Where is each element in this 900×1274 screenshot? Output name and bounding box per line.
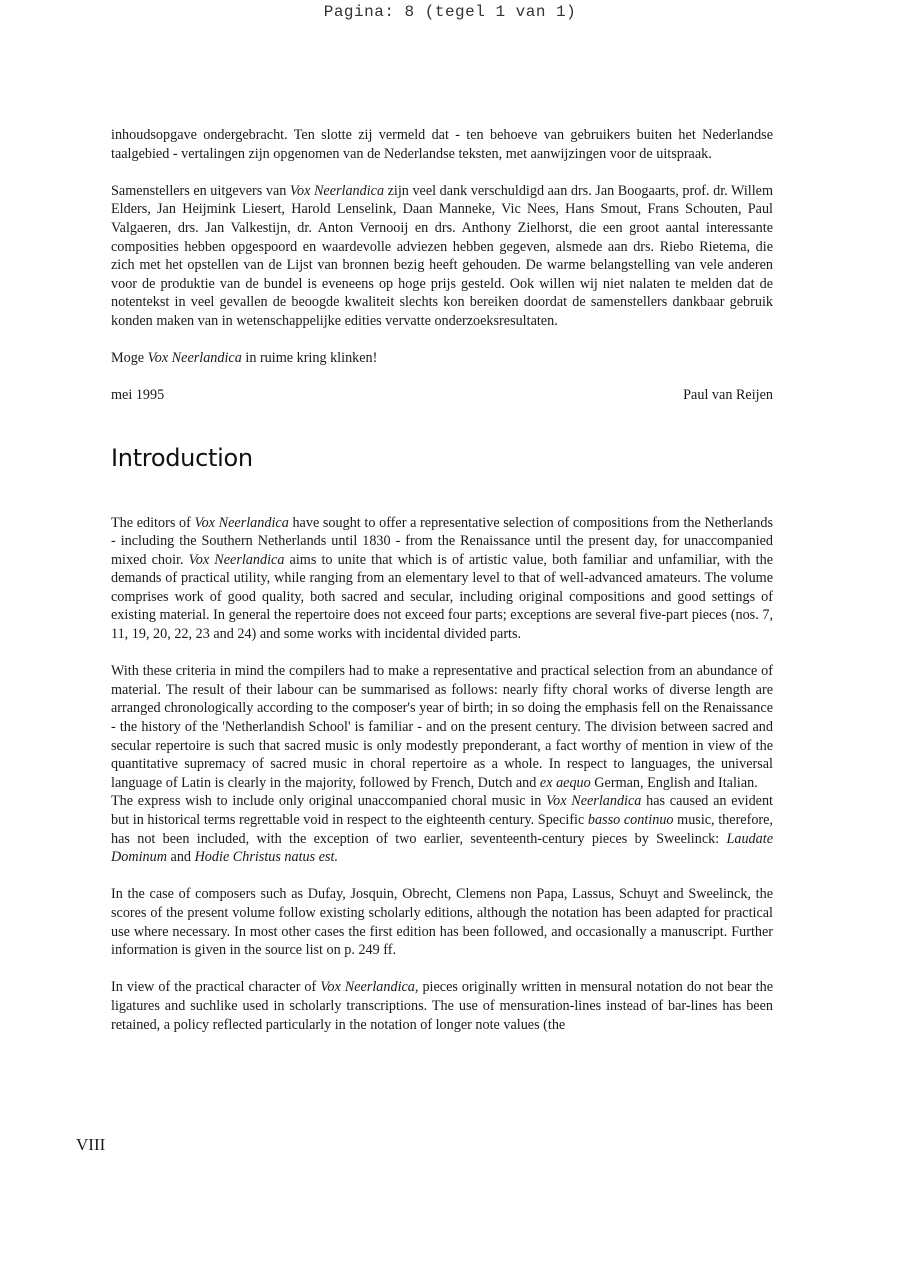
section-heading-introduction: Introduction xyxy=(111,443,253,472)
title-italic: Vox Neerlandica xyxy=(147,350,242,367)
text: aims to unite that which is of artistic value, both familiar and unfamiliar, with the demands of practical utility, while ranging from an elementary level to that of well-advanced amateurs. The volume comprises work of good quality, both sacred and secular, including original compositions and good settings of existing material. In general the repertoire does not exceed four parts; exceptions are several five-part pieces (nos. 7, 11, 19, 20, 22, 23 and 24) and some works with incidental divided parts. xyxy=(111,551,773,643)
italic-term: basso continuo xyxy=(587,812,674,828)
dutch-paragraph-acknowledgements xyxy=(111,182,773,331)
text: Samenstellers en uitgevers van xyxy=(111,182,290,199)
text: The editors of xyxy=(111,514,195,531)
title-italic: Vox Neerlandica xyxy=(188,551,285,568)
italic-term: ex aequo xyxy=(539,774,591,791)
text: has caused an evident but in historical terms regrettable void in respect to the eighteenth century. Specific xyxy=(111,793,773,828)
intro-paragraph-5 xyxy=(111,978,773,1034)
title-italic: Hodie Christus natus est. xyxy=(194,849,339,866)
text: zijn veel dank verschuldigd aan drs. Jan Boogaarts, prof. dr. Willem Elders, Jan Heijmink Liesert, Harold Lenselink, Daan Manneke, Vic Nees, Hans Smout, Frans Schouten, Paul Valgaeren, drs. Jan Valkestijn, dr. Anton Vernooij en drs. Anthony Zielhorst, die een groot aantal interessante composities hebben opgespoord en waardevolle adviezen hebben gegeven, alsmede aan drs. Riebo Rietema, die zich met het opstellen van de Lijst van bronnen bezig heeft gehouden. De warme belangstelling van vele anderen voor de produktie van de bundel is eveneens op hoge prijs gesteld. Ook willen wij niet nalaten te melden dat de notentekst in veel gevallen de beoogde kwaliteit slechts kon bereiken doordat de samenstellers dankbaar gebruik konden maken van in wetenschappelijke edities vervatte onderzoeksresultaten. xyxy=(111,182,773,329)
intro-paragraph-1 xyxy=(111,514,773,644)
text: The express wish to include only original unaccompanied choral music in xyxy=(111,793,547,810)
intro-paragraph-3 xyxy=(111,792,773,866)
dutch-paragraph-1: inhoudsopgave ondergebracht. Ten slotte zij vermeld dat - ten behoeve van gebruikers buiten het Nederlandse taalgebied - vertalingen zijn opgenomen van de Nederlandse teksten, met aanwijzingen voor de uitspraak. xyxy=(111,127,773,162)
author: Paul van Reijen xyxy=(683,387,773,404)
text: in ruime kring klinken! xyxy=(241,350,378,367)
intro-paragraph-4: In the case of composers such as Dufay, Josquin, Obrecht, Clemens non Papa, Lassus, Schuyt and Sweelinck, the scores of the present volume follow existing scholarly editions, although the notation has been adapted for practical use where necessary. In most other cases the first edition has been followed, and occasionally a manuscript. Further information is given in the source list on p. 249 ff. xyxy=(111,886,773,959)
page-header-title: Pagina: 8 (tegel 1 van 1) xyxy=(323,3,577,21)
page-number: VIII xyxy=(76,1135,106,1154)
text: pieces originally written in mensural notation do not bear the ligatures and suchlike used in scholarly transcriptions. The use of mensuration-lines instead of bar-lines has been retained, a policy reflected particularly in the notation of longer note values (the xyxy=(111,979,773,1033)
title-italic: Vox Neerlandica xyxy=(546,793,642,810)
title-italic: Vox Neerlandica xyxy=(194,514,289,531)
text: With these criteria in mind the compilers had to make a representative and practical selection from an abundance of material. The result of their labour can be summarised as follows: nearly fifty choral works of diverse length are arranged chronologically according to the composer's year of birth; in so doing the emphasis fell on the Renaissance - the history of the 'Netherlandish School' is familiar - and on the present century. The division between sacred and secular repertoire is such that sacred music is only modestly preponderant, a fact worthy of mention in view of the quantitative supremacy of sacred music in choral repertoire as a whole. In respect to languages, the universal language of Latin is clearly in the majority, followed by French, Dutch and xyxy=(111,663,773,791)
title-italic: Laudate Dominum xyxy=(111,830,773,866)
document-body xyxy=(111,126,773,1034)
dutch-closing-line xyxy=(111,349,773,368)
text: German, English and Italian. xyxy=(590,774,758,791)
signature-row xyxy=(111,386,773,405)
text: music, therefore, has not been included, with the exception of two earlier, seventeenth-century pieces by Sweelinck: xyxy=(111,812,773,847)
text: have sought to offer a representative selection of compositions from the Netherlands - including the Southern Netherlands until 1830 - from the Renaissance until the present day, for unaccompanied mixed choir. xyxy=(111,514,773,568)
title-italic: Vox Neerlandica xyxy=(289,182,385,199)
date: mei 1995 xyxy=(111,387,165,404)
text: Moge xyxy=(111,350,148,367)
text: and xyxy=(166,849,195,866)
text: In view of the practical character of xyxy=(111,979,321,996)
title-italic: Vox Neerlandica, xyxy=(320,979,419,996)
intro-paragraph-2 xyxy=(111,662,773,792)
